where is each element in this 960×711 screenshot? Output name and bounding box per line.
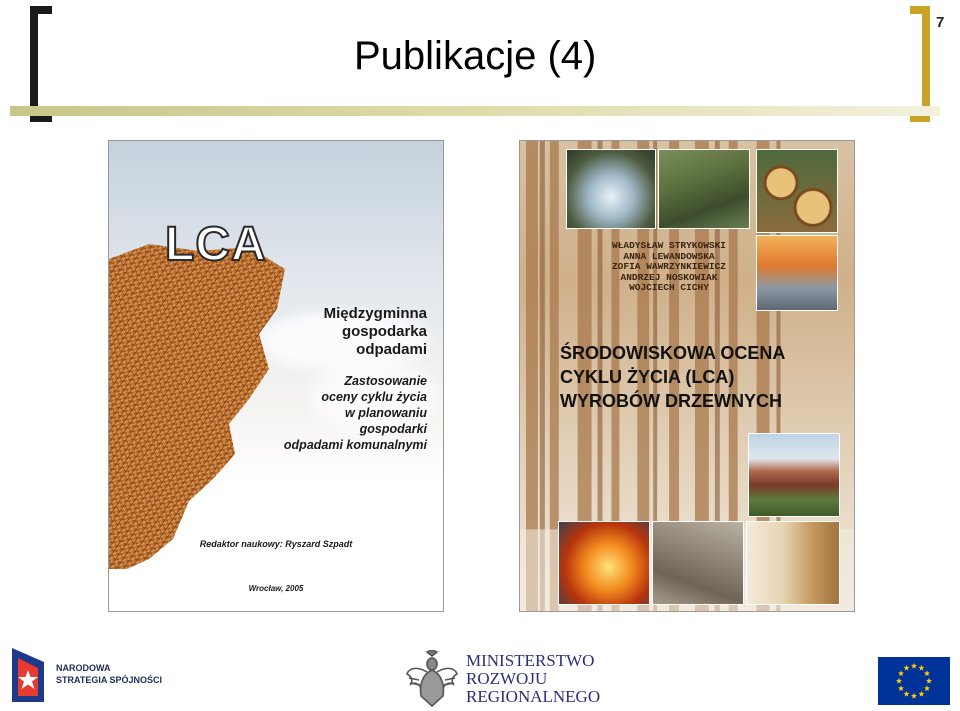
author-name: WŁADYSŁAW STRYKOWSKI xyxy=(611,240,727,251)
title-line: Międzygminna xyxy=(323,305,427,322)
title-line: gospodarka xyxy=(341,323,427,340)
slide-number: 7 xyxy=(936,14,945,31)
title-line: WYROBÓW DRZEWNYCH xyxy=(560,391,782,411)
ministry-logo-text xyxy=(466,652,600,706)
photo-logs xyxy=(756,149,838,233)
subtitle-line: oceny cyklu życia xyxy=(321,390,427,404)
ministry-line: MINISTERSTWO xyxy=(466,651,595,670)
photo-interior xyxy=(746,521,840,605)
title-line: CYKLU ŻYCIA (LCA) xyxy=(560,367,735,387)
book-right-authors xyxy=(576,241,762,294)
author-name: WOJCIECH CICHY xyxy=(629,282,709,293)
book-left-editor: Redaktor naukowy: Ryszard Szpadt xyxy=(199,539,353,549)
title-line: ŚRODOWISKOWA OCENA xyxy=(560,343,786,363)
book-cover-lca-waste xyxy=(108,140,444,612)
nss-line: STRATEGIA SPÓJNOŚCI xyxy=(56,675,163,685)
lca-logo-text: LCA xyxy=(165,218,267,271)
photo-forester xyxy=(658,149,750,229)
book-right-title xyxy=(560,341,785,413)
nss-star-logo-icon xyxy=(8,644,48,704)
title-line: odpadami xyxy=(356,341,427,358)
book-left-place-year: Wrocław, 2005 xyxy=(248,584,304,593)
author-name: ANDRZEJ NOSKOWIAK xyxy=(620,271,718,283)
book-cover-wood-lca xyxy=(519,140,855,612)
photo-demolition xyxy=(652,521,744,605)
subtitle-line: gospodarki xyxy=(359,422,427,436)
author-name: ZOFIA WAWRZYNKIEWICZ xyxy=(611,261,727,272)
subtitle-line: w planowaniu xyxy=(345,406,427,420)
ministry-line: REGIONALNEGO xyxy=(466,687,601,706)
map-texture-image xyxy=(109,239,285,569)
subtitle-line: Zastosowanie xyxy=(344,374,427,388)
polish-eagle-emblem-icon xyxy=(405,650,459,708)
book-left-title xyxy=(324,305,427,359)
eu-flag-icon xyxy=(878,657,950,705)
photo-treetops xyxy=(566,149,656,229)
nss-logo-text xyxy=(56,662,162,686)
title-band xyxy=(10,106,940,116)
author-name: ANNA LEWANDOWSKA xyxy=(623,250,715,262)
book-left-subtitle xyxy=(284,373,427,453)
right-bracket-decoration xyxy=(910,6,930,122)
left-bracket-decoration xyxy=(30,6,52,122)
photo-fire xyxy=(558,521,650,605)
photo-wooden-house xyxy=(748,433,840,517)
subtitle-line: odpadami komunalnymi xyxy=(283,438,427,452)
photo-industrial-plant xyxy=(756,235,838,311)
nss-line: NARODOWA xyxy=(56,663,111,673)
slide-title: Publikacje (4) xyxy=(354,34,597,78)
ministry-line: ROZWOJU xyxy=(466,669,548,688)
